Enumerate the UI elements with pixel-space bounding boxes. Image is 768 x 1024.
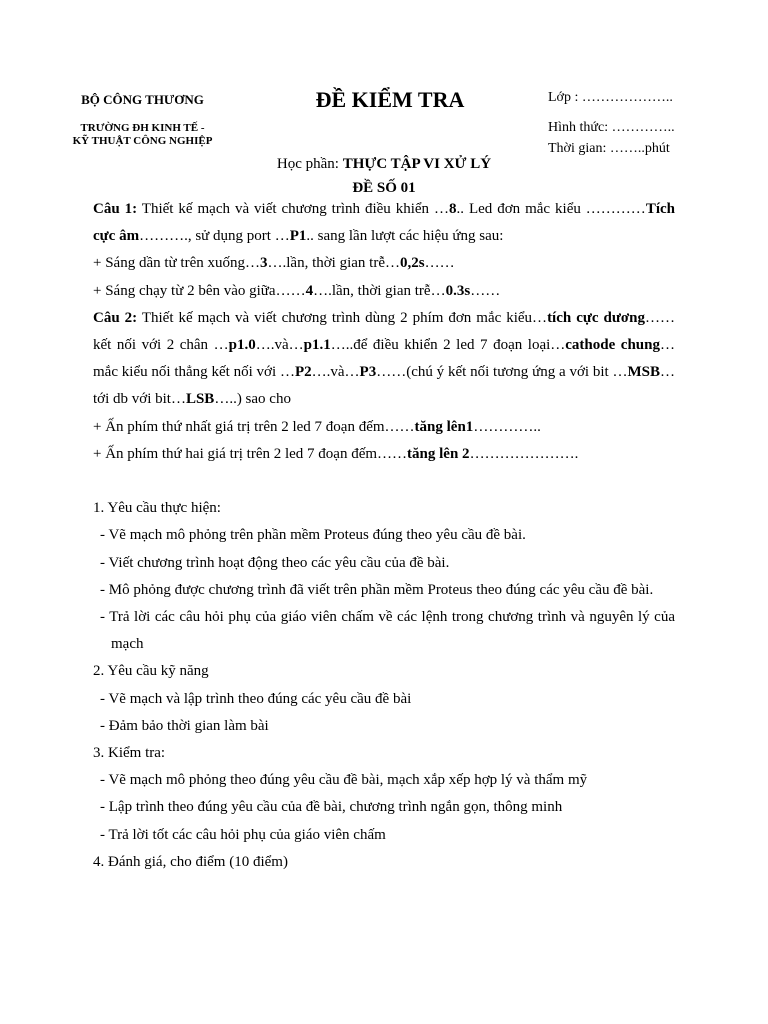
- q2-text: ….và…: [255, 337, 304, 354]
- school-name-line1: TRƯỜNG ĐH KINH TẾ -: [80, 122, 205, 134]
- effect-text: ….lần, thời gian trễ…: [267, 255, 400, 272]
- effect-times: 3: [260, 255, 268, 272]
- q1-effect-2: [93, 278, 675, 305]
- school-name: [60, 122, 225, 148]
- time-field: Thời gian: ……..phút: [548, 141, 670, 156]
- effect-text: + Sáng dần từ trên xuống…: [93, 255, 260, 272]
- section-2-item: - Vẽ mạch và lập trình theo đúng các yêu cầu đề bài: [100, 690, 412, 707]
- key-text: + Ấn phím thứ nhất giá trị trên 2 led 7 đoạn đếm……: [93, 418, 415, 435]
- section-1-title: 1. Yêu cầu thực hiện:: [93, 500, 221, 517]
- q1-text: .. Led đơn mắc kiểu …………: [456, 201, 646, 217]
- section-1-item: - Trả lời các câu hỏi phụ của giáo viên chấm về các lệnh trong chương trình và nguyên lý của mạch: [100, 609, 675, 653]
- section-3-title: 3. Kiểm tra:: [93, 745, 166, 762]
- section-3-item: - Trả lời tốt các câu hỏi phụ của giáo viên chấm: [100, 826, 386, 843]
- q2-port-1: P2: [294, 364, 312, 381]
- q2-msb: MSB: [627, 364, 660, 381]
- q1-active-mode: Tích cực âm: [93, 201, 675, 245]
- course-name: THỰC TẬP VI XỬ LÝ: [342, 156, 492, 172]
- key-action: tăng lên 2: [407, 445, 470, 462]
- exam-number: ĐỀ SỐ 01: [352, 180, 416, 196]
- q2-text: …..) sao cho: [214, 391, 291, 408]
- q2-text: …tới db với bit…: [93, 364, 675, 408]
- ministry-name: BỘ CÔNG THƯƠNG: [81, 92, 204, 107]
- q2-pin-1: p1.0: [228, 337, 256, 354]
- spacer: [93, 468, 675, 495]
- q1-text: .. sang lần lượt các hiệu ứng sau:: [306, 228, 504, 245]
- q1-text: ………., sử dụng port …: [139, 228, 290, 245]
- q1-effect-1: [93, 250, 675, 277]
- q2-text: …..để điều khiển 2 led 7 đoạn loại…: [330, 337, 566, 354]
- section-4-title: 4. Đánh giá, cho điểm (10 điểm): [93, 853, 288, 870]
- section-2-item: - Đảm bảo thời gian làm bài: [100, 717, 269, 734]
- question-1: [93, 196, 675, 250]
- q2-text: …… kết nối với 2 chân …: [93, 309, 675, 354]
- key-text: ………………….: [469, 445, 579, 462]
- section-3-item: - Vẽ mạch mô phỏng theo đúng yêu cầu đề bài, mạch xắp xếp hợp lý và thẩm mỹ: [100, 772, 588, 789]
- q2-text: ……(chú ý kết nối tương ứng a với bit …: [376, 364, 628, 381]
- question-2: [93, 305, 675, 414]
- question-1-label: Câu 1:: [93, 201, 138, 217]
- effect-times: 4: [305, 282, 314, 299]
- q2-port-2: P3: [359, 364, 377, 381]
- effect-delay: 0.3s: [445, 282, 471, 299]
- effect-text: ……: [424, 255, 455, 272]
- school-name-line2: KỸ THUẬT CÔNG NGHIỆP: [72, 135, 213, 147]
- section-1-item: - Mô phỏng được chương trình đã viết trên phần mềm Proteus theo đúng các yêu cầu đề bài.: [100, 581, 654, 598]
- q2-lsb: LSB: [185, 391, 215, 408]
- q2-pin-2: p1.1: [303, 337, 331, 354]
- q2-key-1: [93, 414, 675, 441]
- q2-key-mode: tích cực dương: [547, 309, 645, 326]
- form-field: Hình thức: …………..: [548, 120, 675, 135]
- q2-key-2: [93, 441, 675, 468]
- section-1-item: - Vẽ mạch mô phỏng trên phần mềm Proteus đúng theo yêu cầu đề bài.: [100, 527, 526, 544]
- key-action: tăng lên1: [414, 418, 474, 435]
- question-2-label: Câu 2:: [93, 309, 138, 326]
- key-text: …………..: [473, 418, 541, 435]
- course-line: [0, 156, 768, 173]
- exam-body: [93, 196, 675, 876]
- q1-led-count: 8: [449, 201, 457, 217]
- document-title: ĐỀ KIỂM TRA: [315, 87, 465, 112]
- effect-delay: 0,2s: [400, 255, 425, 272]
- effect-text: ….lần, thời gian trễ…: [313, 282, 446, 299]
- section-3-item: - Lập trình theo đúng yêu cầu của đề bài, chương trình ngắn gọn, thông minh: [100, 799, 563, 816]
- section-2-title: 2. Yêu cầu kỹ năng: [93, 663, 209, 680]
- q2-text: ….và…: [311, 364, 360, 381]
- key-text: + Ấn phím thứ hai giá trị trên 2 led 7 đoạn đếm……: [93, 445, 408, 462]
- q2-text: Thiết kế mạch và viết chương trình dùng 2 phím đơn mắc kiểu…: [137, 309, 548, 326]
- effect-text: ……: [470, 282, 501, 299]
- q1-port: P1: [289, 228, 307, 245]
- class-field: Lớp : ………………..: [548, 90, 673, 105]
- course-prefix: Học phần:: [276, 156, 343, 172]
- q1-text: Thiết kế mạch và viết chương trình điều khiển …: [137, 201, 449, 217]
- section-1-item: - Viết chương trình hoạt động theo các yêu cầu của đề bài.: [100, 554, 450, 571]
- issuer-block: [60, 92, 225, 148]
- effect-text: + Sáng chạy từ 2 bên vào giữa……: [93, 282, 306, 299]
- q2-led-type: cathode chung: [565, 337, 660, 354]
- q2-text: … mắc kiểu nối thẳng kết nối với …: [93, 337, 675, 381]
- exam-info-block: [548, 87, 675, 159]
